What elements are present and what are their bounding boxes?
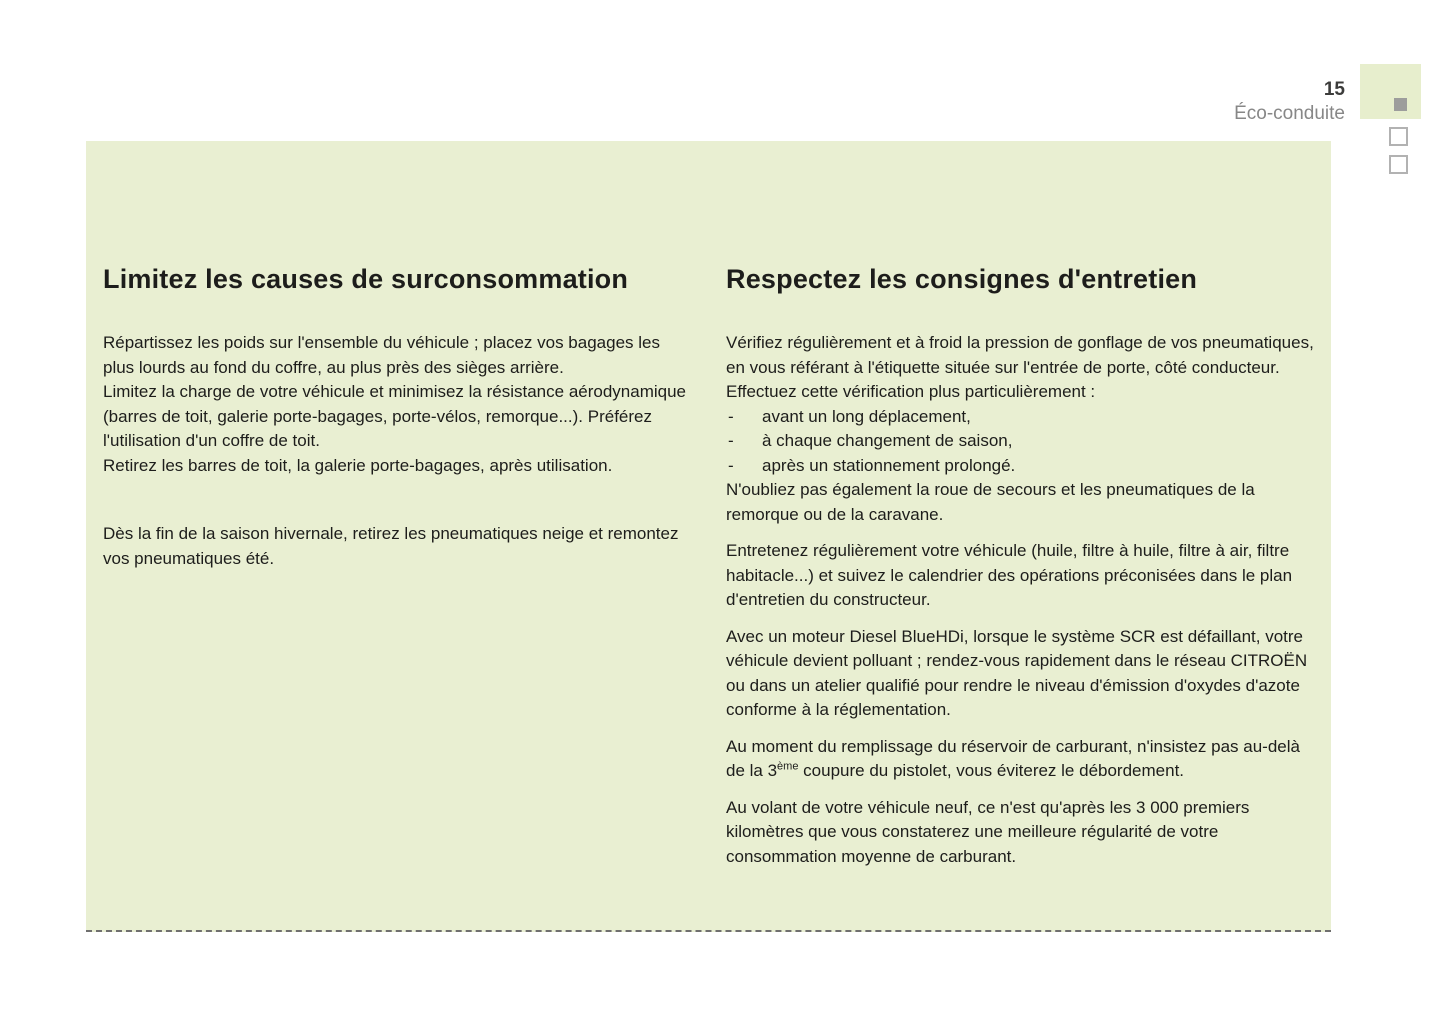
section-indicator-filled-icon [1394,98,1407,111]
paragraph-text: coupure du pistolet, vous éviterez le débordement. [798,761,1185,780]
paragraph: Au volant de votre véhicule neuf, ce n'est qu'après les 3 000 premiers kilomètres que vous constaterez une meilleure régularité de votre consommation moyenne de carburant. [726,797,1250,866]
page-number: 15 [1323,79,1345,100]
paragraph: Vérifiez régulièrement et à froid la pression de gonflage de vos pneumatiques, en vous référant à l'étiquette située sur l'entrée de porte, côté conducteur. [726,333,1314,377]
paragraph: Limitez la charge de votre véhicule et minimisez la résistance aérodynamique (barres de toit, galerie porte-bagages, porte-vélos, remorque...). Préférez l'utilisation d'un coffre de toit. [103,382,687,450]
chapter-title: Éco-conduite [1234,102,1345,124]
list-dash: - [728,455,734,475]
content-panel [86,141,1331,932]
right-column-heading: Respectez les consignes d'entretien [726,264,1198,294]
paragraph: Retirez les barres de toit, la galerie porte-bagages, après utilisation. [103,455,613,475]
paragraph: Répartissez les poids sur l'ensemble du véhicule ; placez vos bagages les plus lourds au fond du coffre, au plus près des sièges arrière. [103,333,660,377]
paragraph: N'oubliez pas également la roue de secours et les pneumatiques de la remorque ou de la caravane. [726,480,1255,524]
left-column [103,263,691,571]
ordinal-superscript: ème [777,760,799,773]
list-item-text: à chaque changement de saison, [762,431,1013,450]
paragraph-text: Au moment du remplissage du réservoir de carburant, n'insistez pas au-delà de la 3 [726,736,1300,780]
list-item-text: avant un long déplacement, [762,406,971,426]
paragraph: Avec un moteur Diesel BlueHDi, lorsque le système SCR est défaillant, votre véhicule devient polluant ; rendez-vous rapidement dans le réseau CITROËN ou dans un atelier qualifié pour rendre le niveau d'émission d'oxydes d'azote conforme à la réglementation. [726,626,1308,719]
paragraph: Entretenez régulièrement votre véhicule (huile, filtre à huile, filtre à air, filtre habitacle...) et suivez le calendrier des opérations préconisées dans le plan d'entretien du constructeur. [726,541,1293,609]
list-item [726,454,1316,479]
paragraph [726,735,1316,784]
list-item-text: après un stationnement prolongé. [762,455,1016,475]
section-indicator-outline-icon [1389,155,1408,174]
list-item [726,405,1316,430]
list-dash: - [728,431,734,450]
list-dash: - [728,406,734,426]
chapter-tab-marker [1360,64,1421,119]
right-column [726,263,1316,869]
left-column-heading: Limitez les causes de surconsommation [103,264,629,294]
page-header-meta [1234,79,1345,125]
section-indicator-outline-icon [1389,127,1408,146]
paragraph: Effectuez cette vérification plus particulièrement : [726,382,1096,401]
paragraph: Dès la fin de la saison hivernale, retirez les pneumatiques neige et remontez vos pneumatiques été. [103,524,679,568]
list-item [726,429,1316,454]
